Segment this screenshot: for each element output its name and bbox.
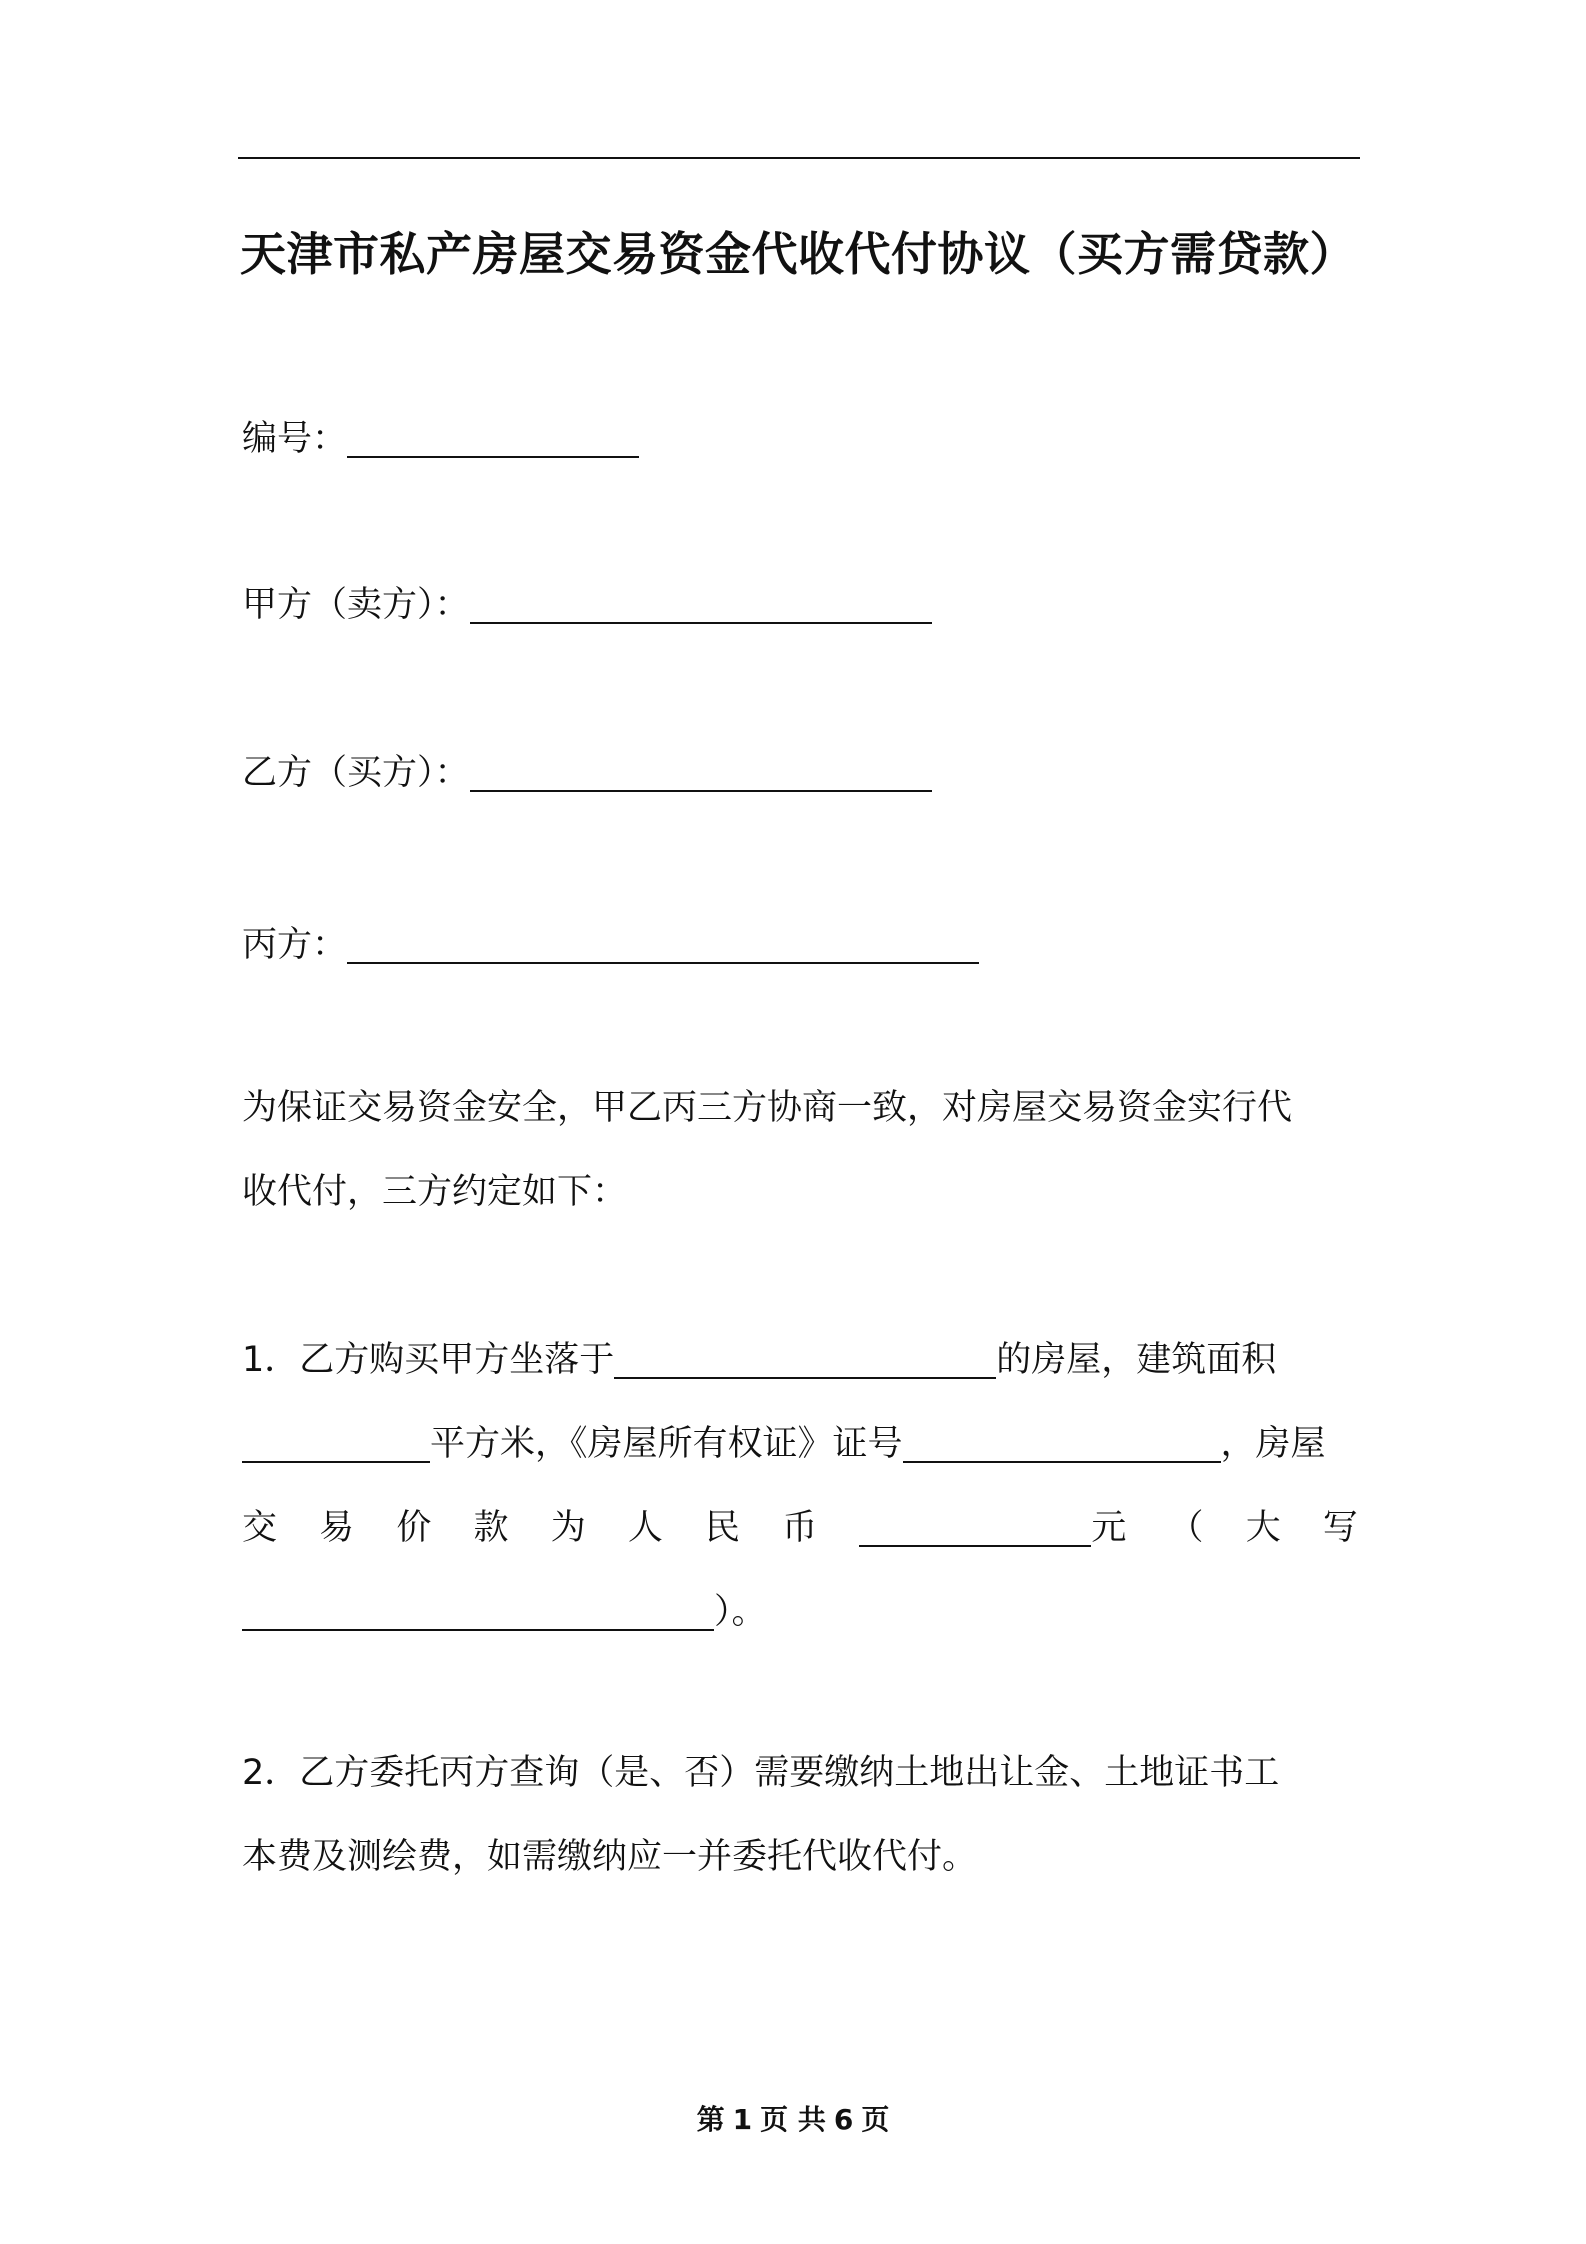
clause-1-line-1 bbox=[242, 1335, 1358, 1385]
number-label: 编号： bbox=[242, 419, 348, 459]
clause-1-line-2 bbox=[242, 1419, 1358, 1469]
party-a-blank[interactable] bbox=[470, 588, 932, 624]
price-char: 民 bbox=[705, 1508, 741, 1548]
party-c-label: 丙方： bbox=[242, 925, 348, 965]
document-title: 天津市私产房屋交易资金代收代付协议（买方需贷款） bbox=[240, 227, 1356, 281]
price-char: 币 bbox=[782, 1508, 818, 1548]
footer-page-number: 1 bbox=[732, 2103, 753, 2136]
clause-1-text: 1．乙方购买甲方坐落于 bbox=[242, 1340, 615, 1380]
party-b-label: 乙方（买方）： bbox=[242, 753, 470, 793]
price-char: 价 bbox=[396, 1508, 432, 1548]
party-a-field bbox=[242, 580, 932, 630]
clause-1-line-4 bbox=[242, 1587, 1358, 1637]
clause-1 bbox=[242, 1335, 1358, 1671]
uppercase-char: 大 bbox=[1245, 1508, 1281, 1548]
price-amount-group bbox=[859, 1503, 1126, 1553]
clause-2-line-2: 本费及测绘费，如需缴纳应一并委托代收代付。 bbox=[242, 1837, 978, 1877]
footer-total-pages: 6 bbox=[833, 2103, 854, 2136]
price-char: 交 bbox=[242, 1508, 278, 1548]
number-blank[interactable] bbox=[347, 422, 639, 458]
clause-2-line-1: 2．乙方委托丙方查询（是、否）需要缴纳土地出让金、土地证书工 bbox=[242, 1753, 1280, 1793]
footer-middle: 页 共 bbox=[760, 2103, 826, 2136]
intro-paragraph bbox=[242, 1083, 1358, 1251]
price-unit: 元 bbox=[1091, 1508, 1127, 1548]
certificate-number-blank[interactable] bbox=[903, 1427, 1221, 1463]
clause-1-text: 平方米，《房屋所有权证》证号 bbox=[430, 1424, 903, 1464]
clause-2 bbox=[242, 1748, 1358, 1916]
party-b-field bbox=[242, 748, 932, 798]
footer-prefix: 第 bbox=[696, 2103, 725, 2136]
clause-1-text: ）。 bbox=[714, 1592, 767, 1632]
price-char: 人 bbox=[627, 1508, 663, 1548]
party-c-blank[interactable] bbox=[347, 928, 979, 964]
clause-1-text: 的房屋，建筑面积 bbox=[996, 1340, 1277, 1380]
open-paren: （ bbox=[1168, 1508, 1204, 1548]
number-field bbox=[242, 414, 639, 464]
header-rule bbox=[238, 157, 1360, 159]
uppercase-char: 写 bbox=[1322, 1508, 1358, 1548]
price-char: 为 bbox=[550, 1508, 586, 1548]
price-uppercase-blank[interactable] bbox=[242, 1595, 714, 1631]
price-amount-blank[interactable] bbox=[859, 1511, 1091, 1547]
clause-1-text: ，房屋 bbox=[1220, 1424, 1326, 1464]
location-blank[interactable] bbox=[614, 1343, 996, 1379]
page-footer bbox=[0, 2098, 1586, 2138]
intro-line-1: 为保证交易资金安全，甲乙丙三方协商一致，对房屋交易资金实行代 bbox=[242, 1088, 1293, 1128]
price-char: 款 bbox=[473, 1508, 509, 1548]
footer-suffix: 页 bbox=[861, 2103, 890, 2136]
party-a-label: 甲方（卖方）： bbox=[242, 585, 470, 625]
party-b-blank[interactable] bbox=[470, 756, 932, 792]
price-char: 易 bbox=[319, 1508, 355, 1548]
area-blank[interactable] bbox=[242, 1427, 430, 1463]
party-c-field bbox=[242, 920, 979, 970]
clause-1-line-3 bbox=[242, 1503, 1358, 1553]
intro-line-2: 收代付，三方约定如下： bbox=[242, 1172, 628, 1212]
